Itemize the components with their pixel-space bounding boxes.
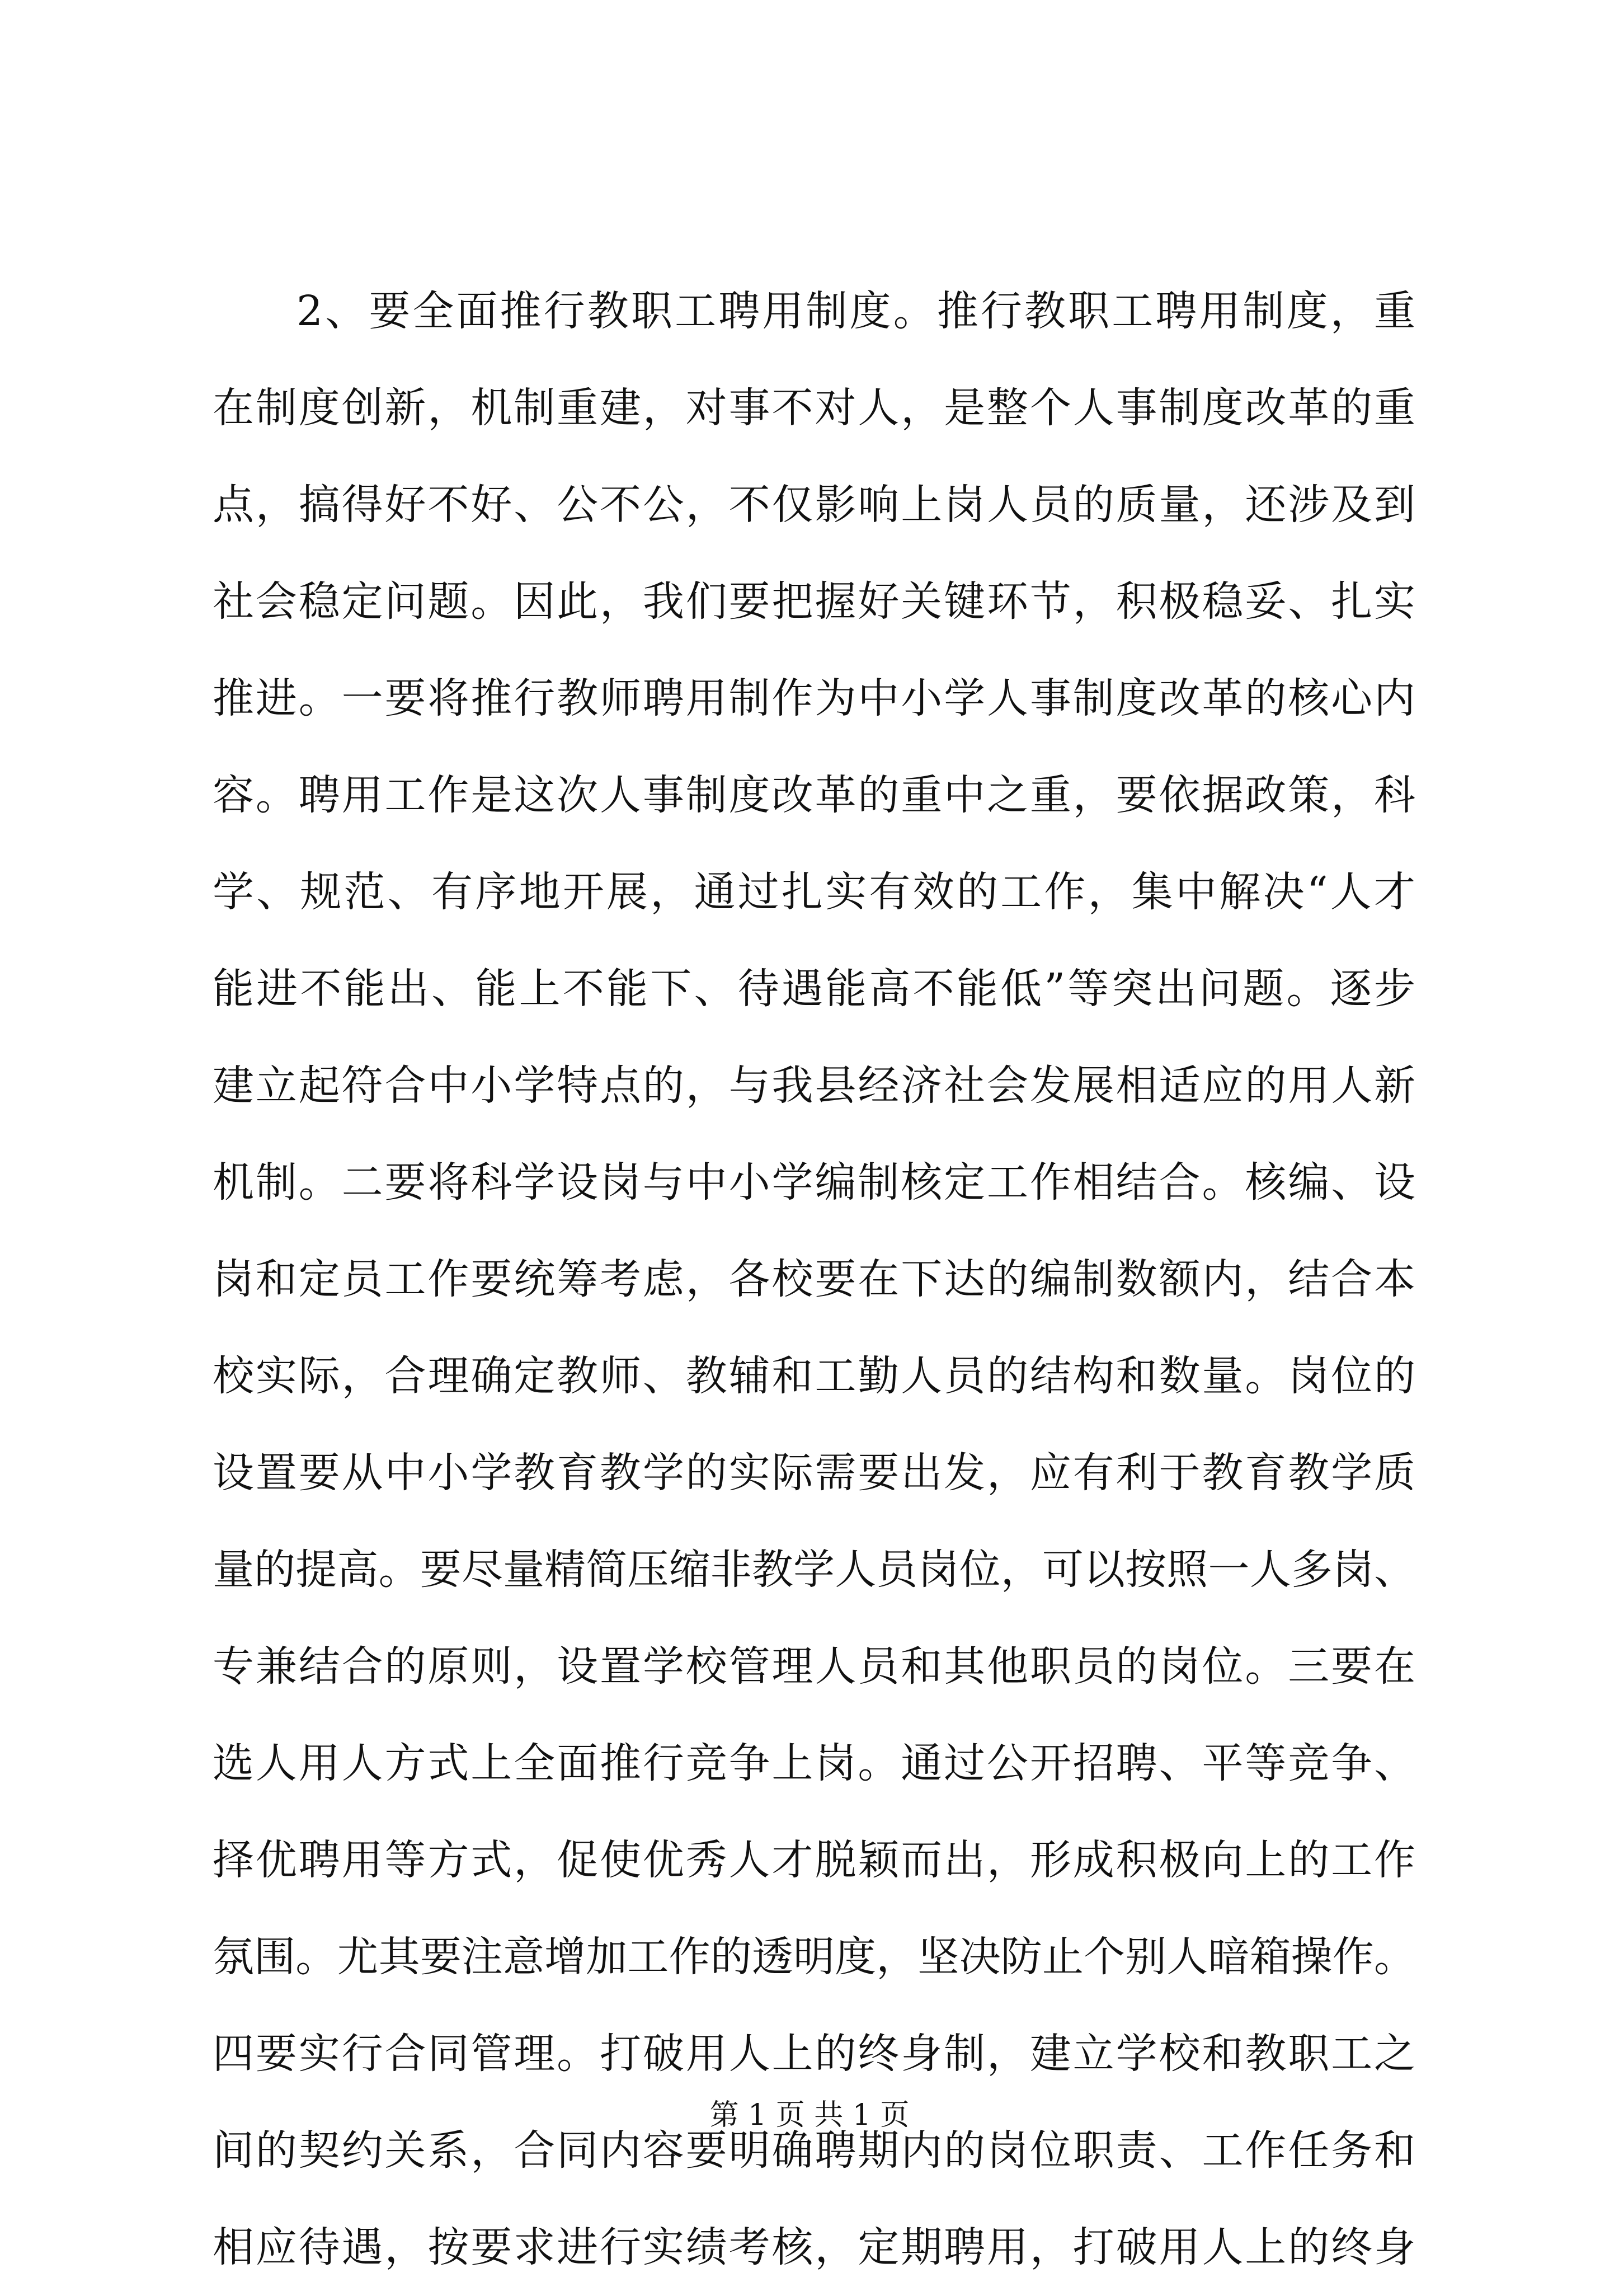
text-line: 量的提高。要尽量精简压缩非教学人员岗位，可以按照一人多岗、 [213,1546,1415,1594]
text-line: 间的契约关系，合同内容要明确聘期内的岗位职责、工作任务和 [213,2126,1415,2175]
text-line: 专兼结合的原则，设置学校管理人员和其他职员的岗位。三要在 [213,1642,1415,1691]
text-line: 择优聘用等方式，促使优秀人才脱颖而出，形成积极向上的工作 [213,1836,1415,1884]
text-line: 建立起符合中小学特点的，与我县经济社会发展相适应的用人新 [213,1062,1415,1110]
text-line: 在制度创新，机制重建，对事不对人，是整个人事制度改革的重 [213,384,1415,432]
text-line: 2、要全面推行教职工聘用制度。推行教职工聘用制度，重 [296,287,1415,335]
text-line: 机制。二要将科学设岗与中小学编制核定工作相结合。核编、设 [213,1158,1415,1206]
text-line: 设置要从中小学教育教学的实际需要出发，应有利于教育教学质 [213,1449,1415,1497]
text-line: 岗和定员工作要统筹考虑，各校要在下达的编制数额内，结合本 [213,1255,1415,1303]
text-line: 能进不能出、能上不能下、待遇能高不能低”等突出问题。逐步 [213,965,1415,1013]
text-line: 相应待遇，按要求进行实绩考核，定期聘用，打破用人上的终身 [213,2223,1415,2271]
text-line: 氛围。尤其要注意增加工作的透明度，坚决防止个别人暗箱操作。 [213,1933,1415,1981]
text-line: 容。聘用工作是这次人事制度改革的重中之重，要依据政策，科 [213,771,1415,819]
page-number-footer: 第 1 页 共 1 页 [709,2098,910,2132]
body-text [213,263,1415,2296]
text-line: 四要实行合同管理。打破用人上的终身制，建立学校和教职工之 [213,2030,1415,2078]
text-line: 选人用人方式上全面推行竞争上岗。通过公开招聘、平等竞争、 [213,1739,1415,1787]
text-line: 校实际，合理确定教师、教辅和工勤人员的结构和数量。岗位的 [213,1352,1415,1400]
text-line: 推进。一要将推行教师聘用制作为中小学人事制度改革的核心内 [213,674,1415,722]
text-line: 学、规范、有序地开展，通过扎实有效的工作，集中解决“人才 [213,868,1415,916]
text-line: 社会稳定问题。因此，我们要把握好关键环节，积极稳妥、扎实 [213,577,1415,626]
text-line: 点，搞得好不好、公不公，不仅影响上岗人员的质量，还涉及到 [213,481,1415,529]
